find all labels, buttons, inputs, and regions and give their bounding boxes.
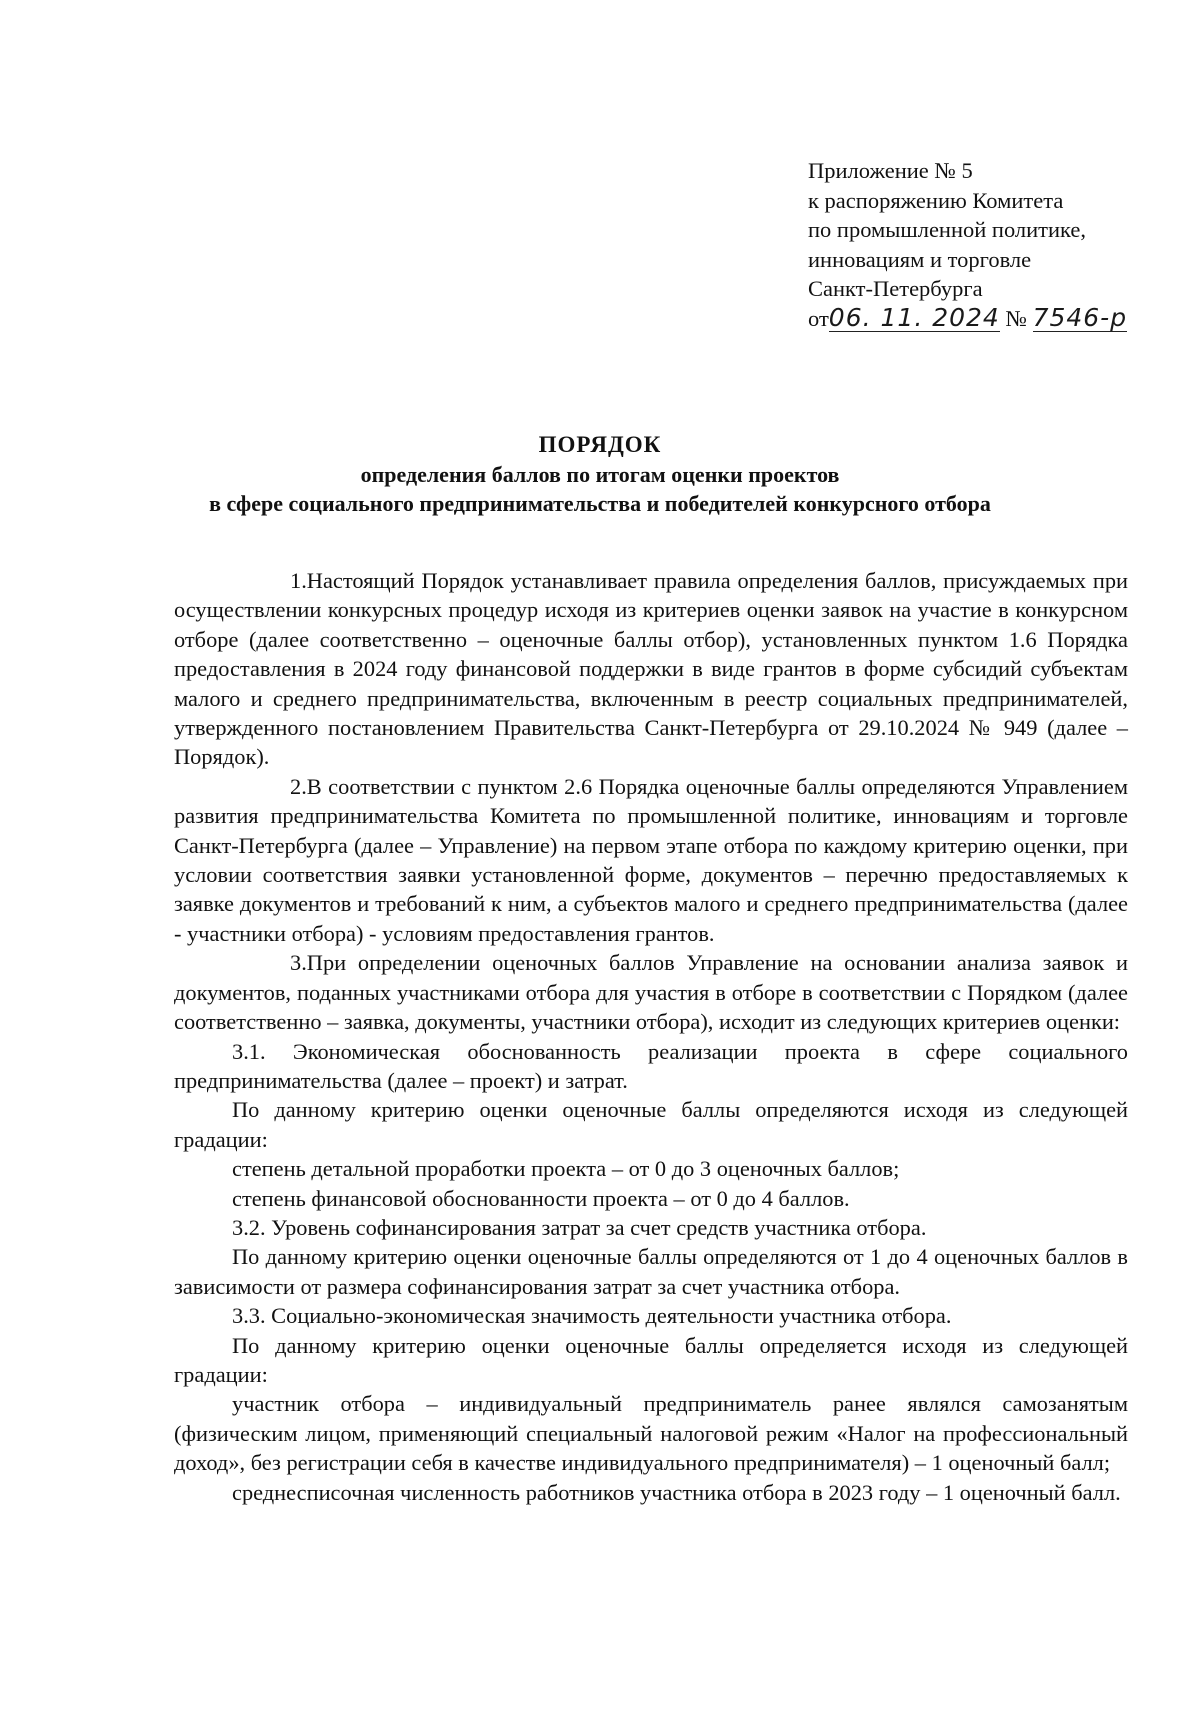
paragraph-3-1: 3.1. Экономическая обоснованность реализации проекта в сфере социального предпринимательства (далее – проект) и затрат.	[174, 1038, 1128, 1093]
paragraph-3-3-a: По данному критерию оценки оценочные баллы определяется исходя из следующей градации:	[174, 1332, 1128, 1387]
paragraph-3-2: 3.2. Уровень софинансирования затрат за счет средств участника отбора.	[232, 1214, 927, 1240]
paragraph-3-text: При определении оценочных баллов Управление на основании анализа заявок и документов, поданных участниками отбора для участия в отборе в соответствии с Порядком (далее соответственно – заявка, документы, участники отбора), исходит из следующих критериев оценки:	[174, 950, 1128, 1035]
paragraph-1-text: Настоящий Порядок устанавливает правила определения баллов, присуждаемых при осуществлении конкурсных процедур исходя из критериев оценки заявок на участие в конкурсном отборе (далее соответственно – оценочные баллы отбор), установленных пунктом 1.6 Порядка предоставления в 2024 году финансовой поддержки в виде грантов в форме субсидий субъектам малого и среднего предпринимательства, включенным в реестр социальных предпринимателей, утвержденного постановлением Правительства Санкт-Петербурга от 29.10.2024 № 949 (далее – Порядок).	[174, 568, 1128, 770]
paragraph-3	[174, 948, 1128, 1036]
appendix-block	[808, 156, 1168, 338]
paragraph-3-2-a: По данному критерию оценки оценочные баллы определяются от 1 до 4 оценочных баллов в зависимости от размера софинансирования затрат за счет участника отбора.	[174, 1244, 1128, 1299]
paragraph-3-1-c: степень финансовой обоснованности проекта – от 0 до 4 баллов.	[232, 1185, 850, 1211]
paragraph-2	[174, 772, 1128, 948]
appendix-line-2: к распоряжению Комитета	[808, 187, 1064, 213]
paragraph-1-number: 1.	[290, 568, 307, 593]
appendix-line-5: Санкт-Петербурга	[808, 276, 983, 301]
paragraph-3-3-b: участник отбора – индивидуальный предприниматель ранее являлся самозанятым (физическим лицом, применяющий специальный налоговой режим «Налог на профессиональный доход», без регистрации себя в качестве индивидуального предпринимателя) – 1 оценочный балл;	[174, 1391, 1128, 1476]
document-body	[174, 566, 1128, 1507]
appendix-line-3: по промышленной политике,	[808, 217, 1087, 242]
paragraph-3-3-c: среднесписочная численность работников участника отбора в 2023 году – 1 оценочный балл.	[232, 1479, 1121, 1505]
handwritten-date: 06. 11. 2024	[828, 302, 1000, 332]
date-number-line	[808, 304, 1168, 338]
number-prefix: №	[1005, 305, 1027, 331]
appendix-line-4: инновациям и торговле	[808, 246, 1032, 272]
document-subtitle-line-1: определения баллов по итогам оценки проектов	[360, 462, 840, 487]
paragraph-1	[174, 566, 1128, 772]
paragraph-3-3: 3.3. Социально-экономическая значимость деятельности участника отбора.	[232, 1303, 952, 1329]
title-block	[0, 430, 1200, 518]
paragraph-2-text: В соответствии с пунктом 2.6 Порядка оценочные баллы определяются Управлением развития предпринимательства Комитета по промышленной политике, инновациям и торговле Санкт-Петербурга (далее – Управление) на первом этапе отбора по каждому критерию оценки, при условии соответствия заявки установленной форме, документов – перечню предоставляемых к заявке документов и требований к ним, а субъектов малого и среднего предпринимательства (далее - участники отбора) - условиям предоставления грантов.	[174, 773, 1128, 946]
date-prefix: от	[808, 305, 829, 331]
document-subtitle-line-2: в сфере социального предпринимательства и победителей конкурсного отбора	[209, 491, 991, 516]
paragraph-3-1-a: По данному критерию оценки оценочные баллы определяются исходя из следующей градации:	[174, 1097, 1128, 1152]
handwritten-number: 7546-р	[1032, 302, 1128, 332]
document-title: ПОРЯДОК	[538, 432, 662, 457]
paragraph-3-number: 3.	[290, 950, 307, 976]
appendix-line-1: Приложение № 5	[808, 158, 973, 183]
paragraph-3-1-b: степень детальной проработки проекта – от 0 до 3 оценочных баллов;	[232, 1156, 900, 1182]
paragraph-2-number: 2.	[290, 773, 307, 799]
